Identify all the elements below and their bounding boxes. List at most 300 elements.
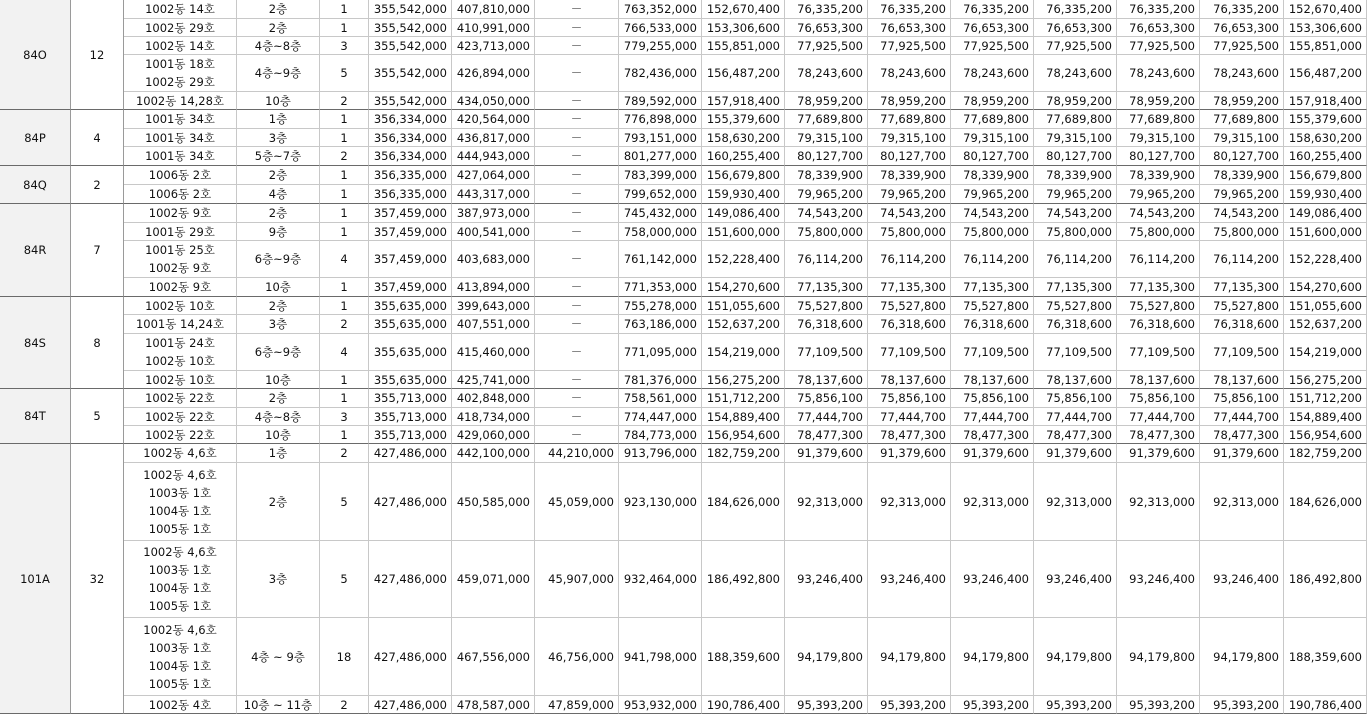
count-cell: 3 — [320, 37, 369, 55]
amount-cell: 76,653,300 — [1117, 19, 1200, 37]
amount-cell: 91,379,600 — [1117, 444, 1200, 463]
location-line: 1001동 24호 — [145, 336, 215, 350]
amount-cell: 784,773,000 — [619, 426, 702, 444]
amount-cell: 77,689,800 — [1034, 110, 1117, 129]
amount-cell: 77,689,800 — [868, 110, 951, 129]
amount-cell: 427,486,000 — [369, 618, 452, 696]
amount-cell: 75,800,000 — [1117, 223, 1200, 241]
amount-cell: 156,954,600 — [1284, 426, 1367, 444]
amount-cell: 415,460,000 — [452, 334, 535, 371]
location-cell — [124, 129, 237, 147]
amount-cell: 92,313,000 — [951, 463, 1034, 541]
floor-cell: 2층 — [237, 463, 320, 541]
amount-cell: 77,689,800 — [951, 110, 1034, 129]
location-cell — [124, 297, 237, 315]
location-line: 1002동 4,6호 — [143, 622, 217, 637]
amount-cell: 78,137,600 — [1034, 371, 1117, 389]
floor-cell: 9층 — [237, 223, 320, 241]
amount-cell: 80,127,700 — [785, 147, 868, 166]
amount-cell: 79,315,100 — [951, 129, 1034, 147]
unit-type-cell: 84R — [0, 204, 71, 297]
amount-cell: 92,313,000 — [1200, 463, 1284, 541]
floor-cell: 10층 ~ 11층 — [237, 696, 320, 714]
amount-cell: 151,600,000 — [702, 223, 785, 241]
amount-cell: 357,459,000 — [369, 223, 452, 241]
count-cell: 1 — [320, 204, 369, 223]
amount-cell: 75,800,000 — [1200, 223, 1284, 241]
amount-cell: 434,050,000 — [452, 92, 535, 110]
amount-cell: 94,179,800 — [951, 618, 1034, 696]
amount-cell: 953,932,000 — [619, 696, 702, 714]
amount-cell: － — [535, 408, 619, 426]
amount-cell: 154,889,400 — [1284, 408, 1367, 426]
location-cell — [124, 185, 237, 204]
amount-cell: 77,135,300 — [1200, 278, 1284, 297]
amount-cell: 75,527,800 — [1200, 297, 1284, 315]
amount-cell: 76,335,200 — [785, 0, 868, 19]
amount-cell: 155,379,600 — [1284, 110, 1367, 129]
amount-cell: 78,137,600 — [868, 371, 951, 389]
amount-cell: 76,318,600 — [785, 315, 868, 334]
amount-cell: 79,315,100 — [1034, 129, 1117, 147]
amount-cell: 93,246,400 — [1117, 541, 1200, 618]
location-cell — [124, 334, 237, 371]
unit-type-cell: 84S — [0, 297, 71, 389]
amount-cell: 75,527,800 — [868, 297, 951, 315]
amount-cell: 91,379,600 — [785, 444, 868, 463]
floor-cell: 6층~9층 — [237, 241, 320, 278]
location-line: 1005동 1호 — [148, 521, 212, 536]
amount-cell: 74,543,200 — [785, 204, 868, 223]
location-line: 1001동 14,24호 — [135, 317, 225, 331]
amount-cell: 76,653,300 — [951, 19, 1034, 37]
location-line: 1004동 1호 — [148, 581, 212, 595]
amount-cell: 47,859,000 — [535, 696, 619, 714]
amount-cell: 190,786,400 — [702, 696, 785, 714]
amount-cell: 151,055,600 — [702, 297, 785, 315]
amount-cell: 77,444,700 — [868, 408, 951, 426]
amount-cell: 77,135,300 — [868, 278, 951, 297]
amount-cell: 186,492,800 — [702, 541, 785, 618]
amount-cell: 771,353,000 — [619, 278, 702, 297]
amount-cell: 92,313,000 — [1034, 463, 1117, 541]
amount-cell: － — [535, 129, 619, 147]
location-line: 1006동 2호 — [148, 187, 212, 201]
amount-cell: 78,137,600 — [1117, 371, 1200, 389]
location-cell — [124, 147, 237, 166]
amount-cell: 156,679,800 — [702, 166, 785, 185]
amount-cell: 77,109,500 — [1117, 334, 1200, 371]
location-line: 1002동 22호 — [145, 409, 215, 424]
count-cell: 2 — [320, 147, 369, 166]
amount-cell: 156,275,200 — [702, 371, 785, 389]
amount-cell: 427,064,000 — [452, 166, 535, 185]
location-line: 1001동 34호 — [145, 130, 215, 145]
amount-cell: － — [535, 92, 619, 110]
amount-cell: 78,477,300 — [785, 426, 868, 444]
count-cell: 1 — [320, 223, 369, 241]
amount-cell: 75,527,800 — [951, 297, 1034, 315]
amount-cell: 420,564,000 — [452, 110, 535, 129]
amount-cell: 151,600,000 — [1284, 223, 1367, 241]
amount-cell: 77,109,500 — [1034, 334, 1117, 371]
amount-cell: 188,359,600 — [1284, 618, 1367, 696]
amount-cell: 182,759,200 — [702, 444, 785, 463]
floor-cell: 2층 — [237, 166, 320, 185]
amount-cell: 159,930,400 — [702, 185, 785, 204]
amount-cell: 95,393,200 — [951, 696, 1034, 714]
amount-cell: 76,653,300 — [785, 19, 868, 37]
amount-cell: 74,543,200 — [1200, 204, 1284, 223]
amount-cell: 157,918,400 — [1284, 92, 1367, 110]
amount-cell: － — [535, 19, 619, 37]
amount-cell: 76,318,600 — [951, 315, 1034, 334]
amount-cell: 355,542,000 — [369, 0, 452, 19]
location-line: 1002동 14,28호 — [135, 93, 225, 108]
amount-cell: 427,486,000 — [369, 444, 452, 463]
amount-cell: 77,135,300 — [1117, 278, 1200, 297]
amount-cell: 80,127,700 — [1117, 147, 1200, 166]
amount-cell: 783,399,000 — [619, 166, 702, 185]
count-cell: 18 — [320, 618, 369, 696]
location-cell — [124, 315, 237, 334]
amount-cell: 76,318,600 — [1117, 315, 1200, 334]
amount-cell: － — [535, 55, 619, 92]
amount-cell: 355,542,000 — [369, 55, 452, 92]
floor-cell: 4층~8층 — [237, 408, 320, 426]
amount-cell: 923,130,000 — [619, 463, 702, 541]
amount-cell: 160,255,400 — [1284, 147, 1367, 166]
unit-count-cell: 8 — [71, 297, 124, 389]
amount-cell: 95,393,200 — [785, 696, 868, 714]
amount-cell: 78,137,600 — [951, 371, 1034, 389]
amount-cell: 155,851,000 — [702, 37, 785, 55]
amount-cell: － — [535, 147, 619, 166]
amount-cell: 745,432,000 — [619, 204, 702, 223]
amount-cell: 941,798,000 — [619, 618, 702, 696]
amount-cell: 152,637,200 — [1284, 315, 1367, 334]
amount-cell: 74,543,200 — [951, 204, 1034, 223]
location-line: 1003동 1호 — [148, 485, 212, 500]
amount-cell: 426,894,000 — [452, 55, 535, 92]
amount-cell: 75,800,000 — [1034, 223, 1117, 241]
amount-cell: 77,109,500 — [951, 334, 1034, 371]
amount-cell: 355,635,000 — [369, 315, 452, 334]
amount-cell: 402,848,000 — [452, 389, 535, 408]
amount-cell: 152,637,200 — [702, 315, 785, 334]
amount-cell: 46,756,000 — [535, 618, 619, 696]
amount-cell: 75,856,100 — [1200, 389, 1284, 408]
amount-cell: 93,246,400 — [1034, 541, 1117, 618]
amount-cell: 418,734,000 — [452, 408, 535, 426]
amount-cell: 355,542,000 — [369, 37, 452, 55]
count-cell: 1 — [320, 371, 369, 389]
count-cell: 1 — [320, 19, 369, 37]
location-cell — [124, 389, 237, 408]
amount-cell: － — [535, 223, 619, 241]
amount-cell: 771,095,000 — [619, 334, 702, 371]
location-line: 1002동 22호 — [145, 391, 215, 405]
amount-cell: 75,527,800 — [785, 297, 868, 315]
amount-cell: 78,339,900 — [785, 166, 868, 185]
amount-cell: 774,447,000 — [619, 408, 702, 426]
amount-cell: 184,626,000 — [1284, 463, 1367, 541]
location-line: 1002동 29호 — [145, 75, 215, 89]
amount-cell: 758,561,000 — [619, 389, 702, 408]
location-line: 1001동 34호 — [145, 112, 215, 126]
location-line: 1002동 10호 — [145, 354, 215, 368]
count-cell: 3 — [320, 408, 369, 426]
amount-cell: 92,313,000 — [868, 463, 951, 541]
amount-cell: 159,930,400 — [1284, 185, 1367, 204]
location-cell — [124, 0, 237, 19]
amount-cell: － — [535, 315, 619, 334]
amount-cell: 79,315,100 — [1200, 129, 1284, 147]
amount-cell: 78,137,600 — [785, 371, 868, 389]
amount-cell: 78,339,900 — [868, 166, 951, 185]
location-cell — [124, 204, 237, 223]
amount-cell: 77,925,500 — [785, 37, 868, 55]
amount-cell: 91,379,600 — [868, 444, 951, 463]
amount-cell: 355,713,000 — [369, 408, 452, 426]
amount-cell: 152,670,400 — [1284, 0, 1367, 19]
amount-cell: 77,109,500 — [868, 334, 951, 371]
location-cell — [124, 110, 237, 129]
amount-cell: 158,630,200 — [702, 129, 785, 147]
amount-cell: 154,889,400 — [702, 408, 785, 426]
floor-cell: 1층 — [237, 110, 320, 129]
amount-cell: － — [535, 204, 619, 223]
amount-cell: 355,635,000 — [369, 297, 452, 315]
amount-cell: 357,459,000 — [369, 241, 452, 278]
amount-cell: 78,959,200 — [1200, 92, 1284, 110]
amount-cell: 407,551,000 — [452, 315, 535, 334]
location-line: 1002동 9호 — [148, 280, 212, 294]
amount-cell: 400,541,000 — [452, 223, 535, 241]
amount-cell: 355,542,000 — [369, 19, 452, 37]
amount-cell: 78,243,600 — [1200, 55, 1284, 92]
amount-cell: 78,959,200 — [1117, 92, 1200, 110]
amount-cell: 94,179,800 — [785, 618, 868, 696]
amount-cell: 76,318,600 — [868, 315, 951, 334]
amount-cell: 77,444,700 — [1117, 408, 1200, 426]
amount-cell: 156,275,200 — [1284, 371, 1367, 389]
location-line: 1002동 10호 — [145, 372, 215, 387]
count-cell: 1 — [320, 426, 369, 444]
amount-cell: 182,759,200 — [1284, 444, 1367, 463]
floor-cell: 10층 — [237, 371, 320, 389]
amount-cell: 78,243,600 — [1034, 55, 1117, 92]
amount-cell: 75,800,000 — [868, 223, 951, 241]
unit-type-cell: 84T — [0, 389, 71, 444]
amount-cell: 79,965,200 — [1200, 185, 1284, 204]
amount-cell: 158,630,200 — [1284, 129, 1367, 147]
location-line: 1001동 25호 — [145, 243, 215, 257]
unit-count-cell: 12 — [71, 0, 124, 110]
amount-cell: 92,313,000 — [785, 463, 868, 541]
amount-cell: 91,379,600 — [1200, 444, 1284, 463]
amount-cell: 93,246,400 — [1200, 541, 1284, 618]
amount-cell: － — [535, 166, 619, 185]
location-line: 1005동 1호 — [148, 676, 212, 691]
location-line: 1001동 34호 — [145, 149, 215, 163]
amount-cell: 156,954,600 — [702, 426, 785, 444]
amount-cell: 76,114,200 — [1034, 241, 1117, 278]
amount-cell: 355,635,000 — [369, 371, 452, 389]
amount-cell: 78,339,900 — [1200, 166, 1284, 185]
amount-cell: 75,856,100 — [785, 389, 868, 408]
amount-cell: － — [535, 185, 619, 204]
amount-cell: 78,959,200 — [951, 92, 1034, 110]
amount-cell: 79,315,100 — [1117, 129, 1200, 147]
amount-cell: 45,907,000 — [535, 541, 619, 618]
location-line: 1004동 1호 — [148, 503, 212, 518]
amount-cell: 789,592,000 — [619, 92, 702, 110]
amount-cell: 763,186,000 — [619, 315, 702, 334]
amount-cell: － — [535, 241, 619, 278]
amount-cell: 75,800,000 — [951, 223, 1034, 241]
amount-cell: 76,653,300 — [868, 19, 951, 37]
count-cell: 5 — [320, 541, 369, 618]
amount-cell: 429,060,000 — [452, 426, 535, 444]
count-cell: 1 — [320, 110, 369, 129]
amount-cell: 425,741,000 — [452, 371, 535, 389]
amount-cell: 151,712,200 — [702, 389, 785, 408]
amount-cell: 450,585,000 — [452, 463, 535, 541]
amount-cell: 91,379,600 — [951, 444, 1034, 463]
location-line: 1005동 1호 — [148, 599, 212, 613]
location-cell — [124, 541, 237, 618]
amount-cell: 913,796,000 — [619, 444, 702, 463]
count-cell: 5 — [320, 463, 369, 541]
location-line: 1002동 4,6호 — [143, 467, 217, 482]
amount-cell: 76,653,300 — [1034, 19, 1117, 37]
amount-cell: 157,918,400 — [702, 92, 785, 110]
amount-cell: 91,379,600 — [1034, 444, 1117, 463]
amount-cell: 152,228,400 — [702, 241, 785, 278]
amount-cell: 93,246,400 — [868, 541, 951, 618]
floor-cell: 4층 ~ 9층 — [237, 618, 320, 696]
amount-cell: 93,246,400 — [951, 541, 1034, 618]
amount-cell: 355,713,000 — [369, 389, 452, 408]
amount-cell: 95,393,200 — [1200, 696, 1284, 714]
amount-cell: 155,379,600 — [702, 110, 785, 129]
amount-cell: － — [535, 0, 619, 19]
amount-cell: 75,527,800 — [1034, 297, 1117, 315]
amount-cell: 77,109,500 — [1200, 334, 1284, 371]
amount-cell: － — [535, 334, 619, 371]
amount-cell: 79,965,200 — [951, 185, 1034, 204]
location-line: 1002동 9호 — [148, 261, 212, 275]
location-line: 1003동 1호 — [148, 640, 212, 655]
amount-cell: 78,339,900 — [1117, 166, 1200, 185]
amount-cell: 77,925,500 — [1200, 37, 1284, 55]
count-cell: 4 — [320, 334, 369, 371]
floor-cell: 5층~7층 — [237, 147, 320, 166]
amount-cell: 427,486,000 — [369, 696, 452, 714]
location-line: 1002동 4호 — [148, 697, 212, 712]
amount-cell: 76,335,200 — [951, 0, 1034, 19]
amount-cell: 76,318,600 — [1200, 315, 1284, 334]
amount-cell: 355,542,000 — [369, 92, 452, 110]
amount-cell: 355,713,000 — [369, 426, 452, 444]
count-cell: 2 — [320, 444, 369, 463]
amount-cell: 467,556,000 — [452, 618, 535, 696]
amount-cell: 436,817,000 — [452, 129, 535, 147]
location-line: 1002동 9호 — [148, 206, 212, 220]
amount-cell: 443,317,000 — [452, 185, 535, 204]
amount-cell: 79,315,100 — [868, 129, 951, 147]
amount-cell: 76,318,600 — [1034, 315, 1117, 334]
amount-cell: 186,492,800 — [1284, 541, 1367, 618]
amount-cell: 154,219,000 — [1284, 334, 1367, 371]
amount-cell: 151,712,200 — [1284, 389, 1367, 408]
amount-cell: － — [535, 37, 619, 55]
floor-cell: 2층 — [237, 0, 320, 19]
amount-cell: 78,477,300 — [1117, 426, 1200, 444]
amount-cell: 76,335,200 — [1200, 0, 1284, 19]
amount-cell: 410,991,000 — [452, 19, 535, 37]
amount-cell: 95,393,200 — [868, 696, 951, 714]
location-line: 1002동 10호 — [145, 298, 215, 313]
amount-cell: 94,179,800 — [1117, 618, 1200, 696]
count-cell: 2 — [320, 315, 369, 334]
amount-cell: 755,278,000 — [619, 297, 702, 315]
amount-cell: 79,965,200 — [868, 185, 951, 204]
amount-cell: 75,856,100 — [868, 389, 951, 408]
amount-cell: － — [535, 426, 619, 444]
amount-cell: 423,713,000 — [452, 37, 535, 55]
floor-cell: 10층 — [237, 92, 320, 110]
amount-cell: 74,543,200 — [1117, 204, 1200, 223]
amount-cell: 78,243,600 — [785, 55, 868, 92]
amount-cell: 160,255,400 — [702, 147, 785, 166]
location-cell — [124, 444, 237, 463]
amount-cell: 78,137,600 — [1200, 371, 1284, 389]
amount-cell: 357,459,000 — [369, 278, 452, 297]
amount-cell: 152,228,400 — [1284, 241, 1367, 278]
amount-cell: 79,315,100 — [785, 129, 868, 147]
amount-cell: 793,151,000 — [619, 129, 702, 147]
location-cell — [124, 278, 237, 297]
amount-cell: 94,179,800 — [1034, 618, 1117, 696]
location-cell — [124, 37, 237, 55]
amount-cell: 78,243,600 — [951, 55, 1034, 92]
amount-cell: 153,306,600 — [1284, 19, 1367, 37]
amount-cell: 149,086,400 — [702, 204, 785, 223]
amount-cell: 78,243,600 — [868, 55, 951, 92]
amount-cell: 78,477,300 — [1034, 426, 1117, 444]
amount-cell: 154,219,000 — [702, 334, 785, 371]
amount-cell: 80,127,700 — [868, 147, 951, 166]
amount-cell: 776,898,000 — [619, 110, 702, 129]
floor-cell: 3층 — [237, 129, 320, 147]
location-line: 1001동 18호 — [145, 57, 215, 71]
amount-cell: 184,626,000 — [702, 463, 785, 541]
location-cell — [124, 223, 237, 241]
count-cell: 2 — [320, 696, 369, 714]
amount-cell: 77,689,800 — [785, 110, 868, 129]
amount-cell: 356,334,000 — [369, 110, 452, 129]
amount-cell: 761,142,000 — [619, 241, 702, 278]
amount-cell: 478,587,000 — [452, 696, 535, 714]
amount-cell: 77,689,800 — [1200, 110, 1284, 129]
amount-cell: 156,487,200 — [1284, 55, 1367, 92]
amount-cell: 80,127,700 — [1034, 147, 1117, 166]
amount-cell: 75,527,800 — [1117, 297, 1200, 315]
location-line: 1004동 1호 — [148, 658, 212, 673]
floor-cell: 4층~9층 — [237, 55, 320, 92]
